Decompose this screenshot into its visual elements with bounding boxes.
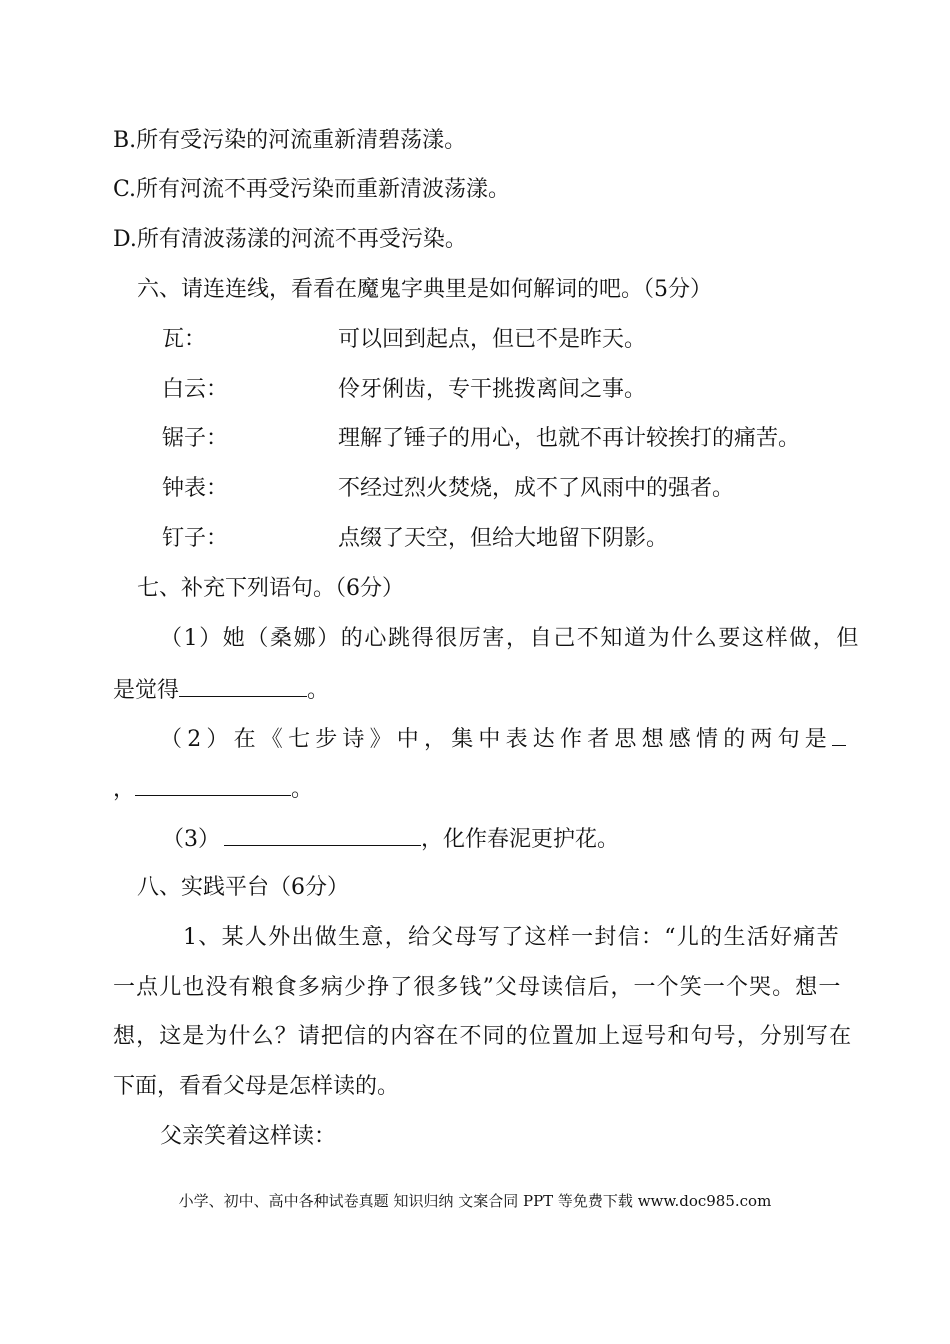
q3-prefix: （3） [162, 827, 220, 852]
answer-blank[interactable] [179, 674, 307, 697]
page-footer: 小学、初中、高中各种试卷真题 知识归纳 文案合同 PPT 等免费下载 www.doc985.com [178, 1192, 772, 1210]
q1-suffix: 。 [307, 678, 330, 703]
match-definition: 伶牙俐齿，专干挑拨离间之事。 [338, 377, 647, 402]
match-term: 瓦： [162, 327, 207, 352]
answer-blank[interactable] [224, 823, 421, 846]
match-definition: 点缀了天空，但给大地留下阴影。 [338, 526, 669, 551]
match-definition: 可以回到起点，但已不是昨天。 [338, 327, 647, 352]
paragraph-line-3: 想，这是为什么？请把信的内容在不同的位置加上逗号和句号，分别写在 [113, 1024, 853, 1049]
paragraph-line-1: 1、某人外出做生意，给父母写了这样一封信：“儿的生活好痛苦 [183, 925, 840, 950]
match-term: 钉子： [162, 526, 229, 551]
paragraph-line-4: 下面，看看父母是怎样读的。 [113, 1074, 400, 1099]
q2-prefix: ， [113, 777, 136, 802]
question-7-3 [162, 823, 619, 855]
q1-prefix: 是觉得 [113, 678, 180, 703]
section-6-title: 六、请连连线，看看在魔鬼字典里是如何解词的吧。（5分） [137, 277, 712, 302]
question-7-1-line2 [113, 674, 329, 706]
q2-suffix: 。 [291, 777, 314, 802]
match-term: 白云： [162, 377, 229, 402]
match-definition: 理解了锤子的用心，也就不再计较挨打的痛苦。 [338, 426, 801, 451]
match-term: 锯子： [162, 426, 229, 451]
match-term: 钟表： [162, 476, 229, 501]
option-d: D.所有清波荡漾的河流不再受污染。 [113, 227, 467, 252]
match-definition: 不经过烈火焚烧，成不了风雨中的强者。 [338, 476, 735, 501]
paragraph-line-2: 一点儿也没有粮食多病少挣了很多钱”父母读信后，一个笑一个哭。想一 [113, 975, 842, 1000]
option-b: B.所有受污染的河流重新清碧荡漾。 [113, 128, 467, 153]
q3-suffix: ，化作春泥更护花。 [421, 827, 620, 852]
father-reading-prompt: 父亲笑着这样读： [160, 1124, 337, 1149]
question-7-1-line1: （1）她（桑娜）的心跳得很厉害，自己不知道为什么要这样做，但 [160, 626, 860, 651]
question-7-2-line1 [160, 723, 846, 755]
q2-text: （2）在《七步诗》中，集中表达作者思想感情的两句是 [160, 727, 832, 752]
section-7-title: 七、补充下列语句。（6分） [137, 576, 404, 601]
section-8-title: 八、实践平台（6分） [137, 875, 349, 900]
option-c: C.所有河流不再受污染而重新清波荡漾。 [113, 177, 511, 202]
answer-blank[interactable] [135, 773, 291, 796]
question-7-2-line2 [113, 773, 313, 805]
answer-blank[interactable] [832, 723, 846, 746]
